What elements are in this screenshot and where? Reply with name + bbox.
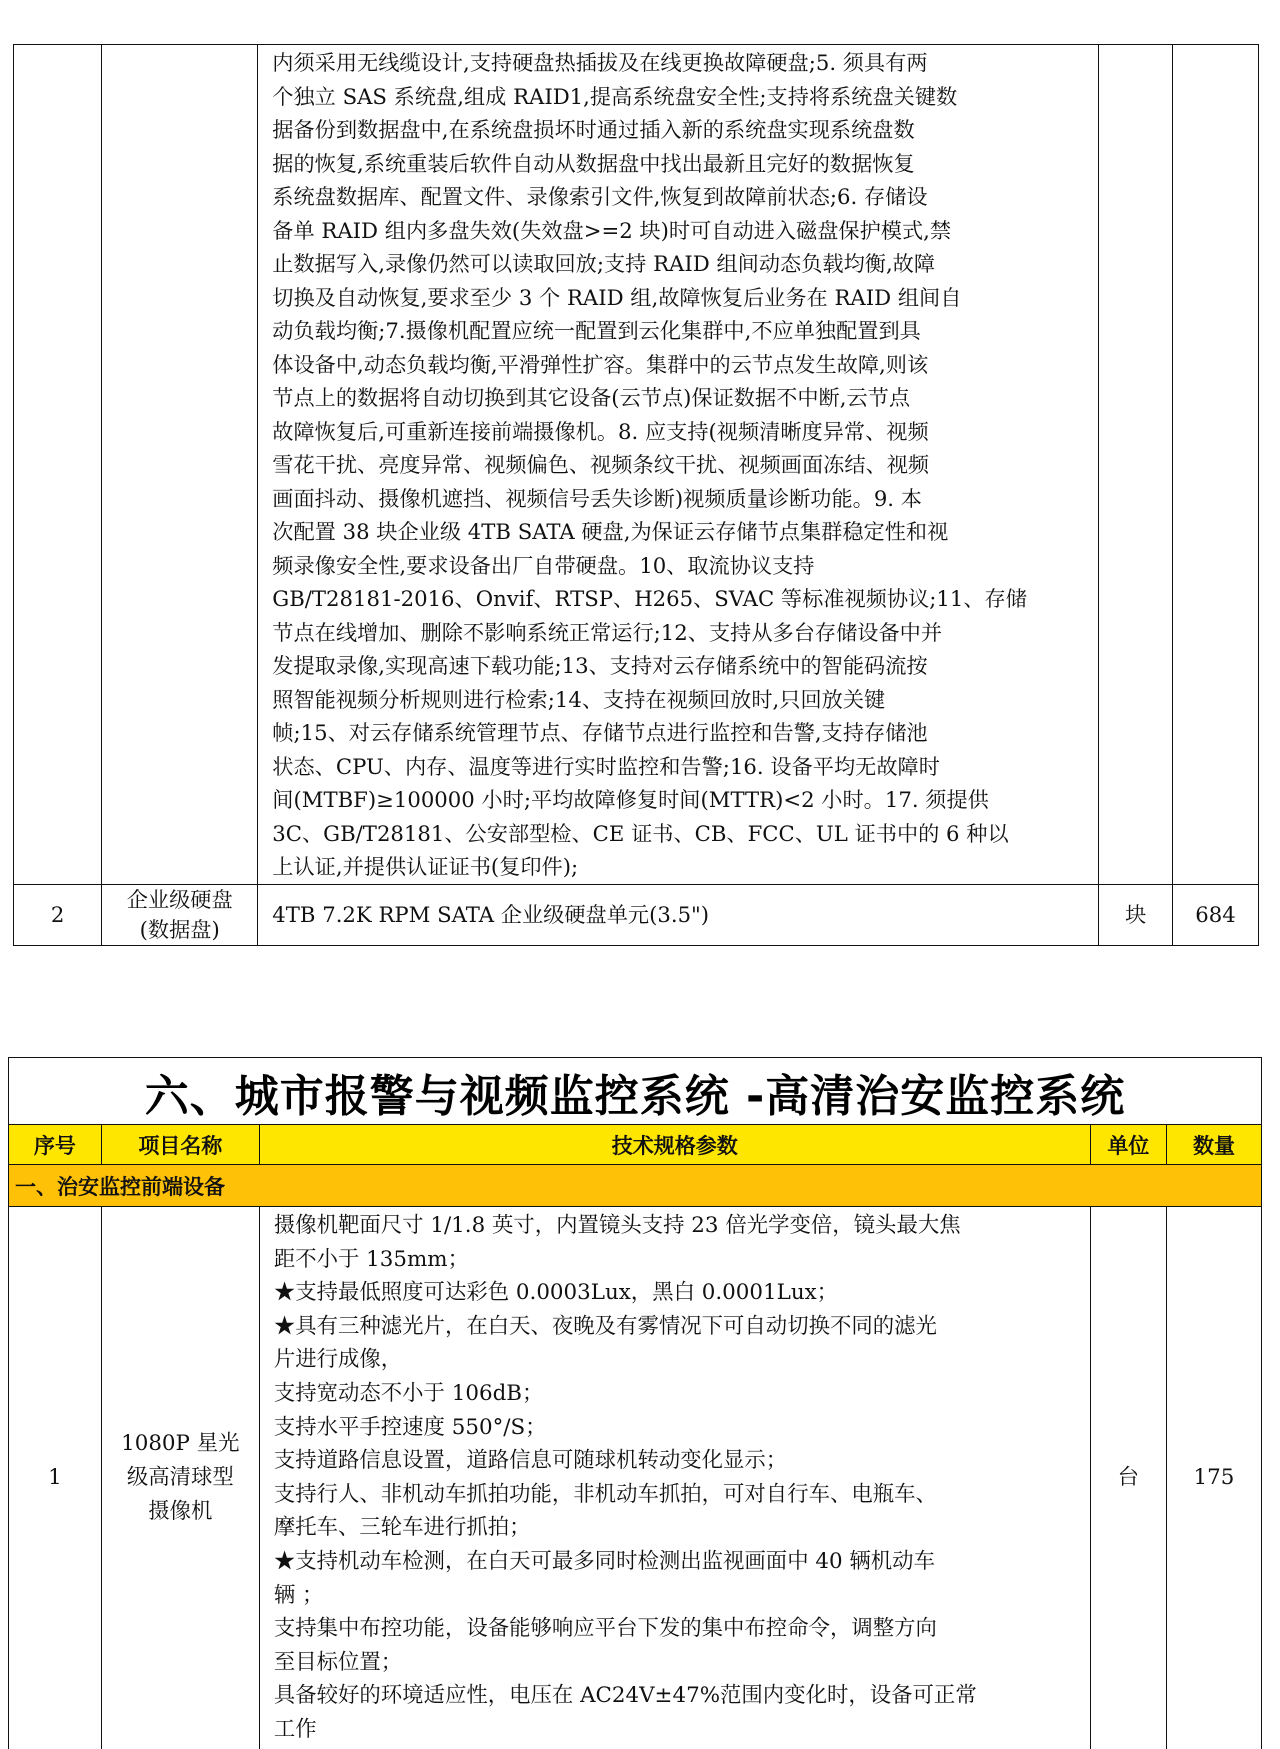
table-row bbox=[14, 45, 1259, 885]
header-unit: 单位 bbox=[1090, 1125, 1166, 1165]
spec-line: 据备份到数据盘中,在系统盘损坏时通过插入新的系统盘实现系统盘数 bbox=[272, 117, 915, 142]
spec-line: 具备较好的环境适应性，电压在 AC24V±47%范围内变化时，设备可正常 bbox=[273, 1683, 977, 1709]
spec-line: 节点上的数据将自动切换到其它设备(云节点)保证数据不中断,云节点 bbox=[272, 385, 911, 410]
security-monitoring-table bbox=[8, 1057, 1262, 1749]
spec-line: 支持道路信息设置，道路信息可随球机转动变化显示； bbox=[273, 1448, 788, 1474]
unit-cell: 台 bbox=[1090, 1207, 1166, 1749]
spec-line: 画面抖动、摄像机遮挡、视频信号丢失诊断)视频质量诊断功能。9. 本 bbox=[272, 485, 922, 511]
name-line: 1080P 星光 bbox=[121, 1431, 240, 1456]
spec-line: 支持水平手控速度 550°/S； bbox=[273, 1414, 547, 1440]
section-title: 一、治安监控前端设备 bbox=[9, 1165, 1262, 1207]
seq-cell: 2 bbox=[14, 884, 102, 945]
spec-line: ★支持机动车检测，在白天可最多同时检测出监视画面中 40 辆机动车 bbox=[273, 1548, 935, 1574]
spec-line: 间(MTBF)≥100000 小时;平均故障修复时间(MTTR)<2 小时。17. 须提供 bbox=[272, 787, 989, 812]
name-line: (数据盘) bbox=[139, 916, 220, 942]
spec-line: 个独立 SAS 系统盘,组成 RAID1,提高系统盘安全性;支持将系统盘关键数 bbox=[272, 83, 958, 109]
name-cell bbox=[102, 45, 258, 885]
spec-line: 止数据写入,录像仍然可以读取回放;支持 RAID 组间动态负载均衡,故障 bbox=[272, 251, 936, 276]
name-cell bbox=[102, 884, 258, 945]
table-row bbox=[9, 1207, 1262, 1749]
spec-cell: 4TB 7.2K RPM SATA 企业级硬盘单元(3.5") bbox=[258, 884, 1099, 945]
seq-cell bbox=[14, 45, 102, 885]
spec-line: 备单 RAID 组内多盘失效(失效盘>=2 块)时可自动进入磁盘保护模式,禁 bbox=[272, 217, 952, 243]
spec-line: 支持宽动态不小于 106dB； bbox=[273, 1380, 544, 1406]
qty-cell: 684 bbox=[1173, 884, 1259, 945]
spec-line: 辆 ； bbox=[273, 1582, 324, 1608]
spec-line: 摩托车、三轮车进行抓拍； bbox=[273, 1515, 531, 1541]
header-seq: 序号 bbox=[9, 1125, 102, 1165]
spec-line: 动负载均衡;7.摄像机配置应统一配置到云化集群中,不应单独配置到具 bbox=[272, 318, 921, 343]
name-line: 级高清球型 bbox=[126, 1465, 234, 1490]
spec-line: 帧;15、对云存储系统管理节点、存储节点进行监控和告警,支持存储池 bbox=[272, 720, 928, 745]
spec-line: ★支持最低照度可达彩色 0.0003Lux，黑白 0.0001Lux； bbox=[273, 1280, 839, 1306]
spec-line: 支持行人、非机动车抓拍功能，非机动车抓拍，可对自行车、电瓶车、 bbox=[273, 1481, 937, 1507]
header-spec: 技术规格参数 bbox=[259, 1125, 1090, 1165]
name-cell bbox=[101, 1207, 259, 1749]
spec-line: 3C、GB/T28181、公安部型检、CE 证书、CB、FCC、UL 证书中的 6 种以 bbox=[272, 820, 1009, 846]
spec-line: 切换及自动恢复,要求至少 3 个 RAID 组,故障恢复后业务在 RAID 组间自 bbox=[272, 284, 962, 310]
spec-line: 内须采用无线缆设计,支持硬盘热插拔及在线更换故障硬盘;5. 须具有两 bbox=[272, 50, 928, 75]
spec-line: 次配置 38 块企业级 4TB SATA 硬盘,为保证云存储节点集群稳定性和视 bbox=[272, 519, 949, 544]
spec-line: 距不小于 135mm； bbox=[273, 1246, 469, 1272]
name-line: 企业级硬盘 bbox=[126, 886, 233, 912]
name-line: 摄像机 bbox=[148, 1499, 213, 1524]
table-header-row bbox=[9, 1125, 1262, 1165]
spec-line: 照智能视频分析规则进行检索;14、支持在视频回放时,只回放关键 bbox=[272, 686, 886, 712]
unit-cell bbox=[1099, 45, 1173, 885]
spec-line: 节点在线增加、删除不影响系统正常运行;12、支持从多台存储设备中并 bbox=[272, 619, 943, 645]
spec-lines bbox=[274, 1209, 1076, 1747]
section-row bbox=[9, 1165, 1262, 1207]
seq-cell: 1 bbox=[9, 1207, 102, 1749]
qty-cell: 175 bbox=[1166, 1207, 1261, 1749]
spec-line: 雪花干扰、亮度异常、视频偏色、视频条纹干扰、视频画面冻结、视频 bbox=[272, 452, 930, 477]
table-row bbox=[14, 884, 1259, 945]
spec-cell bbox=[258, 45, 1099, 885]
spec-line: 上认证,并提供认证证书(复印件); bbox=[272, 854, 579, 879]
spec-table-continued bbox=[13, 44, 1259, 946]
spec-line: 发提取录像,实现高速下载功能;13、支持对云存储系统中的智能码流按 bbox=[272, 653, 928, 678]
spec-line: 至目标位置； bbox=[273, 1649, 403, 1675]
table-title: 六、城市报警与视频监控系统 -高清治安监控系统 bbox=[9, 1058, 1262, 1125]
spec-line: 片进行成像， bbox=[273, 1347, 403, 1373]
spec-line: ★具有三种滤光片，在白天、夜晚及有雾情况下可自动切换不同的滤光 bbox=[273, 1313, 937, 1339]
spec-line: 系统盘数据库、配置文件、录像索引文件,恢复到故障前状态;6. 存储设 bbox=[272, 184, 928, 209]
qty-cell bbox=[1173, 45, 1259, 885]
spec-line: 工作 bbox=[273, 1716, 317, 1742]
spec-line: 摄像机靶面尺寸 1/1.8 英寸，内置镜头支持 23 倍光学变倍，镜头最大焦 bbox=[273, 1213, 961, 1238]
unit-cell: 块 bbox=[1099, 884, 1173, 945]
spec-line: 支持集中布控功能，设备能够响应平台下发的集中布控命令，调整方向 bbox=[273, 1616, 937, 1642]
spec-line: GB/T28181-2016、Onvif、RTSP、H265、SVAC 等标准视频协议;11、存储 bbox=[272, 586, 1027, 611]
spec-line: 体设备中,动态负载均衡,平滑弹性扩容。集群中的云节点发生故障,则该 bbox=[272, 351, 929, 377]
header-name: 项目名称 bbox=[101, 1125, 259, 1165]
spec-line: 据的恢复,系统重装后软件自动从数据盘中找出最新且完好的数据恢复 bbox=[272, 150, 915, 176]
spec-cell bbox=[259, 1207, 1090, 1749]
spec-lines bbox=[272, 45, 1084, 884]
spec-line: 状态、CPU、内存、温度等进行实时监控和告警;16. 设备平均无故障时 bbox=[272, 753, 940, 779]
spec-line: 故障恢复后,可重新连接前端摄像机。8. 应支持(视频清晰度异常、视频 bbox=[272, 418, 929, 444]
spec-line: 频录像安全性,要求设备出厂自带硬盘。10、取流协议支持 bbox=[272, 552, 815, 578]
header-qty: 数量 bbox=[1166, 1125, 1261, 1165]
